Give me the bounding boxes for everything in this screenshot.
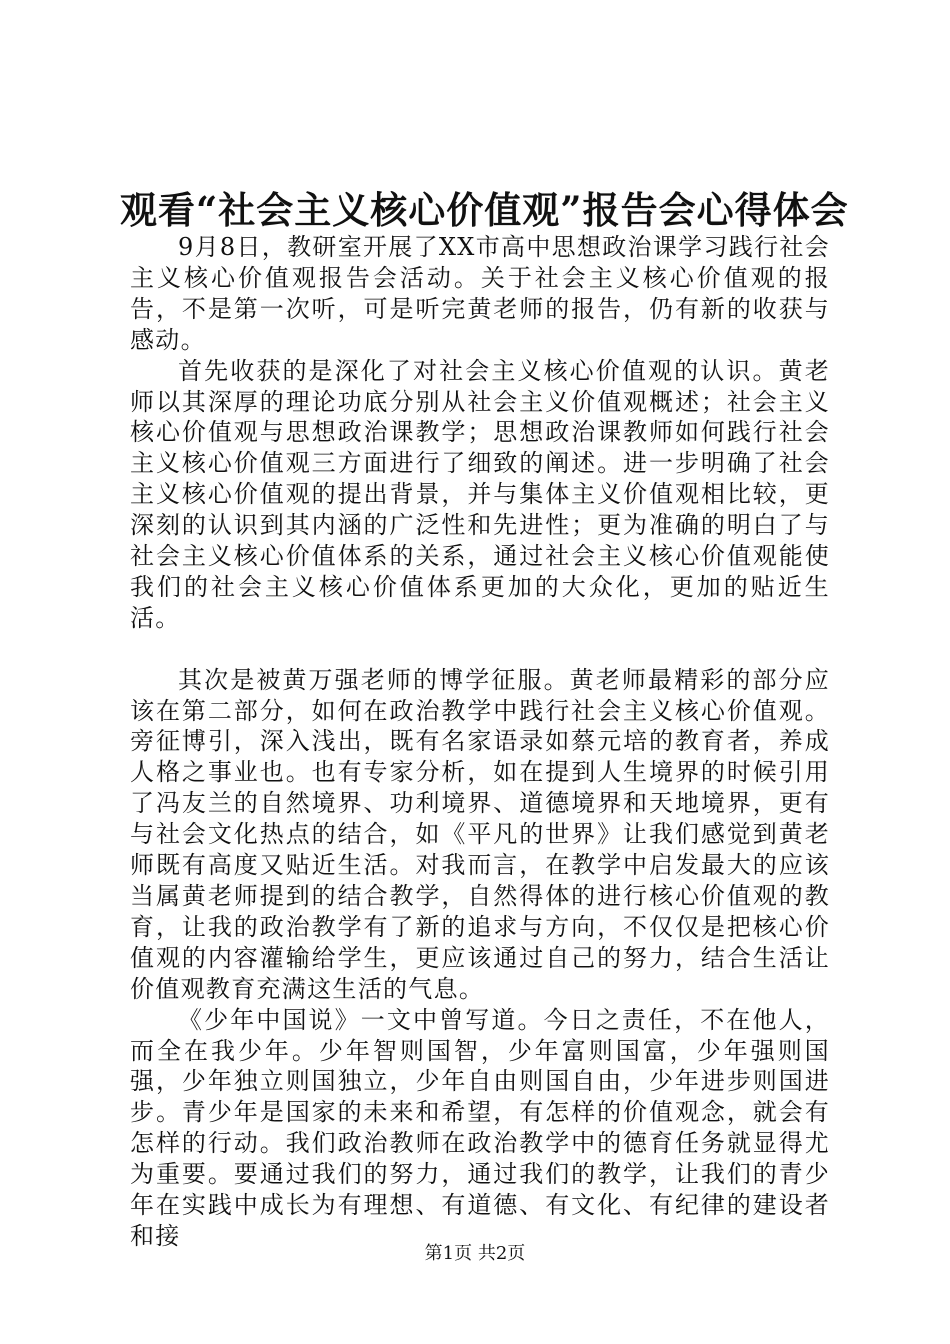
paragraph-1: 9月8日，教研室开展了XX市高中思想政治课学习践行社会主义核心价值观报告会活动。关于社会主义核心价值观的报告，不是第一次听，可是听完黄老师的报告，仍有新的收获与感动。	[130, 233, 830, 354]
page-number-footer: 第1页 共2页	[424, 1243, 526, 1264]
document-title: 观看“社会主义核心价值观”报告会心得体会	[120, 188, 849, 232]
document-body	[130, 232, 830, 1252]
paragraph-2: 首先收获的是深化了对社会主义核心价值观的认识。黄老师以其深厚的理论功底分别从社会主义价值观概述；社会主义核心价值观与思想政治课教学；思想政治课教师如何践行社会主义核心价值观三方面进行了细致的阐述。进一步明确了社会主义核心价值观的提出背景，并与集体主义价值观相比较，更深刻的认识到其内涵的广泛性和先进性；更为准确的明白了与社会主义核心价值体系的关系，通过社会主义核心价值观能使我们的社会主义核心价值体系更加的大众化，更加的贴近生活。	[130, 356, 830, 632]
paragraph-3: 其次是被黄万强老师的博学征服。黄老师最精彩的部分应该在第二部分，如何在政治教学中践行社会主义核心价值观。旁征博引，深入浅出，既有名家语录如蔡元培的教育者，养成人格之事业也。也有专家分析，如在提到人生境界的时候引用了冯友兰的自然境界、功利境界、道德境界和天地境界，更有与社会文化热点的结合，如《平凡的世界》让我们感觉到黄老师既有高度又贴近生活。对我而言，在教学中启发最大的应该当属黄老师提到的结合教学，自然得体的进行核心价值观的教育，让我的政治教学有了新的追求与方向，不仅仅是把核心价值观的内容灌输给学生，更应该通过自己的努力，结合生活让价值观教育充满这生活的气息。	[130, 665, 830, 1003]
paragraph-4: 《少年中国说》一文中曾写道。今日之责任，不在他人，而全在我少年。少年智则国智，少年富则国富，少年强则国强，少年独立则国独立，少年自由则国自由，少年进步则国进步。青少年是国家的未来和希望，有怎样的价值观念，就会有怎样的行动。我们政治教师在政治教学中的德育任务就显得尤为重要。要通过我们的努力，通过我们的教学，让我们的青少年在实践中成长为有理想、有道德、有文化、有纪律的建设者和接	[130, 1005, 830, 1250]
